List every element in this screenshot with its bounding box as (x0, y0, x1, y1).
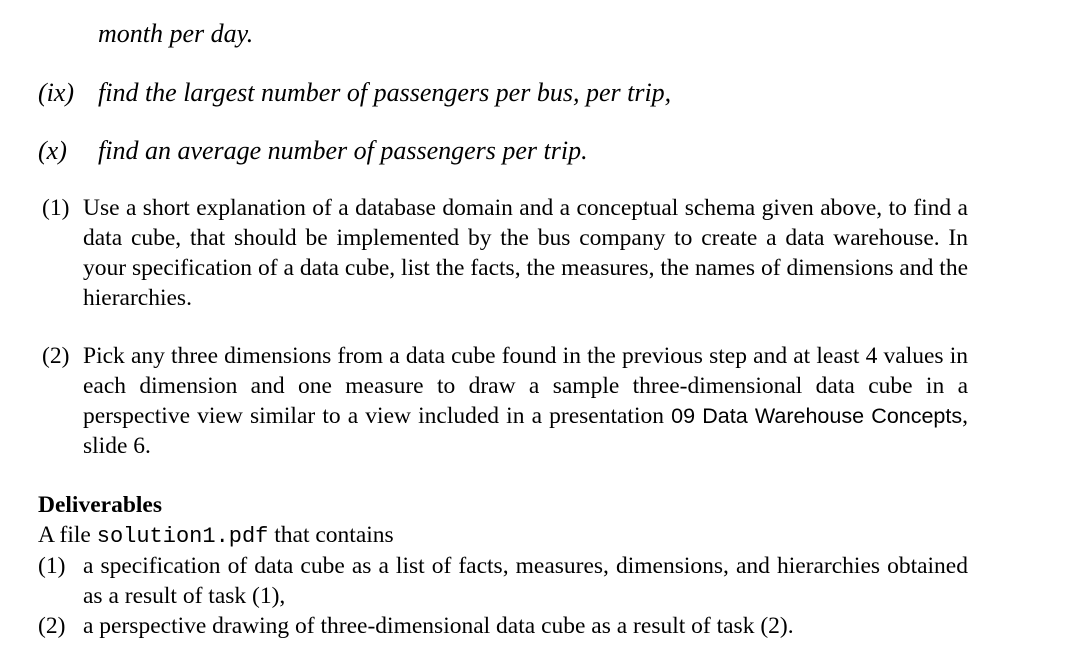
deliverable-item-1-label: (1) (38, 553, 66, 579)
deliverable-item-2-label: (2) (38, 613, 66, 639)
item-x-label: (x) (38, 136, 67, 165)
deliverable-item-1-text: a specification of data cube as a list of facts, measures, dimensions, and hierarchies obtained as a result of task (1), (83, 553, 968, 609)
task-2-text (83, 341, 968, 461)
deliverable-item-1 (38, 551, 968, 611)
item-x-text: find an average number of passengers per trip. (98, 136, 588, 165)
task-2 (42, 341, 968, 461)
task-2-text-after: , slide 6. (83, 403, 968, 459)
item-ix-label: (ix) (38, 78, 75, 107)
continuation-text: month per day. (98, 19, 254, 48)
task-2-label: (2) (42, 343, 70, 369)
deliverable-item-2 (38, 611, 968, 641)
task-2-text-before: Pick any three dimensions from a data cube found in the previous step and at least 4 values in each dimension and one measure to draw a sample three-dimensional data cube in a perspective view similar to a view included in a presentation (83, 343, 968, 429)
presentation-title: 09 Data Warehouse Concepts (671, 404, 963, 428)
task-1 (42, 193, 968, 313)
deliverables-intro-after: that contains (268, 522, 394, 548)
deliverable-filename: solution1.pdf (96, 524, 269, 549)
deliverable-item-2-text: a perspective drawing of three-dimensional data cube as a result of task (2). (83, 613, 794, 639)
deliverables-intro (38, 520, 394, 552)
deliverables-intro-before: A file (38, 522, 97, 548)
task-1-text: Use a short explanation of a database domain and a conceptual schema given above, to find a data cube, that should be implemented by the bus company to create a data warehouse. In your specification of a data cube, list the facts, the measures, the names of dimensions and the hierarchies. (83, 195, 968, 311)
deliverables-heading: Deliverables (38, 492, 162, 518)
item-ix-text: find the largest number of passengers per bus, per trip, (98, 78, 672, 107)
task-1-label: (1) (42, 195, 70, 221)
